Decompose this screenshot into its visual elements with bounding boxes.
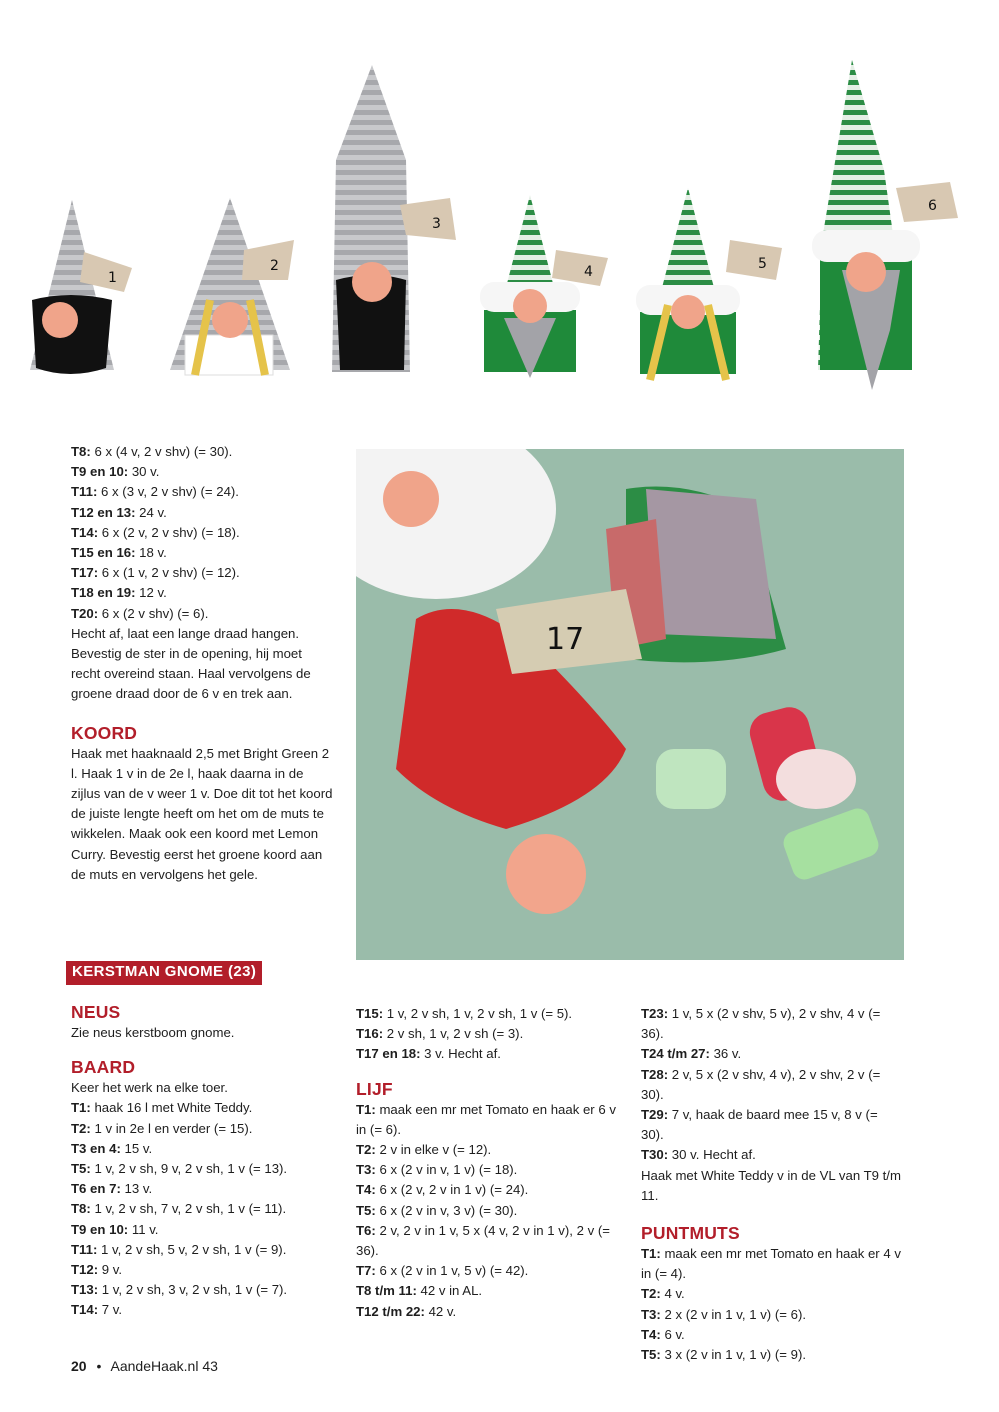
- lijf-row: T28: 2 v, 5 x (2 v shv, 4 v), 2 v shv, 2 v (= 30).: [641, 1066, 884, 1102]
- lijf-row: T4: 6 x (2 v, 2 v in 1 v) (= 24).: [356, 1182, 529, 1198]
- lijf-row: T12 t/m 22: 42 v.: [356, 1303, 457, 1319]
- heading-baard: BAARD: [71, 1057, 136, 1078]
- lijf-row: T30: 30 v. Hecht af.: [641, 1147, 756, 1163]
- koord-paragraph: Haak met haaknaald 2,5 met Bright Green 2 l. Haak 1 v in de 2e l, haak daarna in de zijlus van de v weer 1 v. Doe dit tot het koord de juiste lengte heeft om het om de muts te wikkelen. Maak ook een koord met Lemon Curry. Bevestig eerst het groene koord aan de muts en vervolgens het gele.: [71, 745, 337, 882]
- row-t18-19: T18 en 19: 12 v.: [71, 585, 167, 601]
- row-t20: T20: 6 x (2 v shv) (= 6).: [71, 605, 209, 621]
- row-t8: T8: 6 x (4 v, 2 v shv) (= 30).: [71, 444, 233, 459]
- column-3: [641, 1004, 903, 1365]
- column-1-bottom: [71, 1001, 333, 1321]
- baard-row: T16: 2 v sh, 1 v, 2 v sh (= 3).: [356, 1026, 524, 1042]
- baard-row: T6 en 7: 13 v.: [71, 1181, 153, 1197]
- heading-koord: KOORD: [71, 722, 138, 743]
- tag-6: 6: [928, 198, 937, 214]
- baard-row: T3 en 4: 15 v.: [71, 1140, 153, 1156]
- baard-row: T9 en 10: 11 v.: [71, 1221, 159, 1237]
- heading-puntmuts: PUNTMUTS: [641, 1223, 740, 1244]
- baard-row: T17 en 18: 3 v. Hecht af.: [356, 1046, 501, 1062]
- lijf-row: T3: 6 x (2 v in v, 1 v) (= 18).: [356, 1162, 518, 1178]
- baard-row: T8: 1 v, 2 v sh, 7 v, 2 v sh, 1 v (= 11).: [71, 1201, 287, 1217]
- baard-row: T14: 7 v.: [71, 1302, 123, 1318]
- finish-paragraph: Hecht af, laat een lange draad hangen. Bevestig de ster in de opening, hij moet recht overeind staan. Haal vervolgens de groene draad door de 6 v en trek aan.: [71, 625, 315, 702]
- baard-row: T15: 1 v, 2 v sh, 1 v, 2 v sh, 1 v (= 5).: [356, 1006, 573, 1021]
- baard-intro: Keer het werk na elke toer.: [71, 1080, 228, 1096]
- column-2: [356, 1004, 618, 1322]
- lijf-row: T7: 6 x (2 v in 1 v, 5 v) (= 42).: [356, 1263, 529, 1279]
- puntmuts-row: T1: maak een mr met Tomato en haak er 4 v in (= 4).: [641, 1246, 905, 1282]
- page-footer: [71, 1357, 218, 1375]
- footer-bullet: •: [96, 1358, 102, 1374]
- tag-2: 2: [270, 258, 279, 274]
- white-teddy-paragraph: Haak met White Teddy v in de VL van T9 t/m 11.: [641, 1167, 905, 1203]
- page-number: 20: [71, 1358, 87, 1374]
- heading-lijf: LIJF: [356, 1078, 393, 1099]
- baard-row: T11: 1 v, 2 v sh, 5 v, 2 v sh, 1 v (= 9).: [71, 1241, 287, 1257]
- section-banner-kerstman: KERSTMAN GNOME (23): [66, 961, 262, 985]
- row-t9-10: T9 en 10: 30 v.: [71, 464, 160, 480]
- lijf-row: T23: 1 v, 5 x (2 v shv, 5 v), 2 v shv, 4 v (= 36).: [641, 1006, 884, 1042]
- row-t12-13: T12 en 13: 24 v.: [71, 504, 167, 520]
- row-t14: T14: 6 x (2 v, 2 v shv) (= 18).: [71, 524, 240, 540]
- row-t17: T17: 6 x (1 v, 2 v shv) (= 12).: [71, 565, 240, 581]
- puntmuts-row: T2: 4 v.: [641, 1286, 685, 1302]
- baard-row: T5: 1 v, 2 v sh, 9 v, 2 v sh, 1 v (= 13).: [71, 1161, 288, 1177]
- gnome-candy-photo: [356, 449, 904, 960]
- lijf-row: T24 t/m 27: 36 v.: [641, 1046, 742, 1062]
- tag-1: 1: [108, 270, 117, 286]
- tag-5: 5: [758, 256, 767, 272]
- lijf-row: T1: maak een mr met Tomato en haak er 6 v in (= 6).: [356, 1101, 620, 1137]
- puntmuts-row: T4: 6 v.: [641, 1326, 685, 1342]
- tag-4: 4: [584, 264, 593, 280]
- lijf-row: T29: 7 v, haak de baard mee 15 v, 8 v (= 30).: [641, 1107, 882, 1143]
- heading-neus: NEUS: [71, 1002, 121, 1022]
- lijf-row: T8 t/m 11: 42 v in AL.: [356, 1283, 483, 1299]
- lijf-row: T5: 6 x (2 v in v, 3 v) (= 30).: [356, 1202, 518, 1218]
- puntmuts-row: T5: 3 x (2 v in 1 v, 1 v) (= 9).: [641, 1347, 807, 1363]
- lijf-row: T6: 2 v, 2 v in 1 v, 5 x (4 v, 2 v in 1 v), 2 v (= 36).: [356, 1222, 614, 1259]
- row-t11: T11: 6 x (3 v, 2 v shv) (= 24).: [71, 484, 239, 500]
- row-t15-16: T15 en 16: 18 v.: [71, 545, 167, 561]
- tag-3: 3: [432, 216, 441, 232]
- neus-paragraph: Zie neus kerstboom gnome.: [71, 1025, 235, 1040]
- baard-row: T13: 1 v, 2 v sh, 3 v, 2 v sh, 1 v (= 7).: [71, 1282, 288, 1298]
- lijf-row: T2: 2 v in elke v (= 12).: [356, 1142, 492, 1158]
- baard-row: T12: 9 v.: [71, 1262, 123, 1278]
- gnome-row-photo: [0, 0, 999, 425]
- baard-row: T1: haak 16 l met White Teddy.: [71, 1100, 253, 1116]
- puntmuts-row: T3: 2 x (2 v in 1 v, 1 v) (= 6).: [641, 1306, 807, 1322]
- magazine-name: AandeHaak.nl 43: [110, 1358, 218, 1374]
- column-1-top: [71, 442, 337, 885]
- tag-17: 17: [546, 622, 585, 657]
- baard-row: T2: 1 v in 2e l en verder (= 15).: [71, 1120, 253, 1136]
